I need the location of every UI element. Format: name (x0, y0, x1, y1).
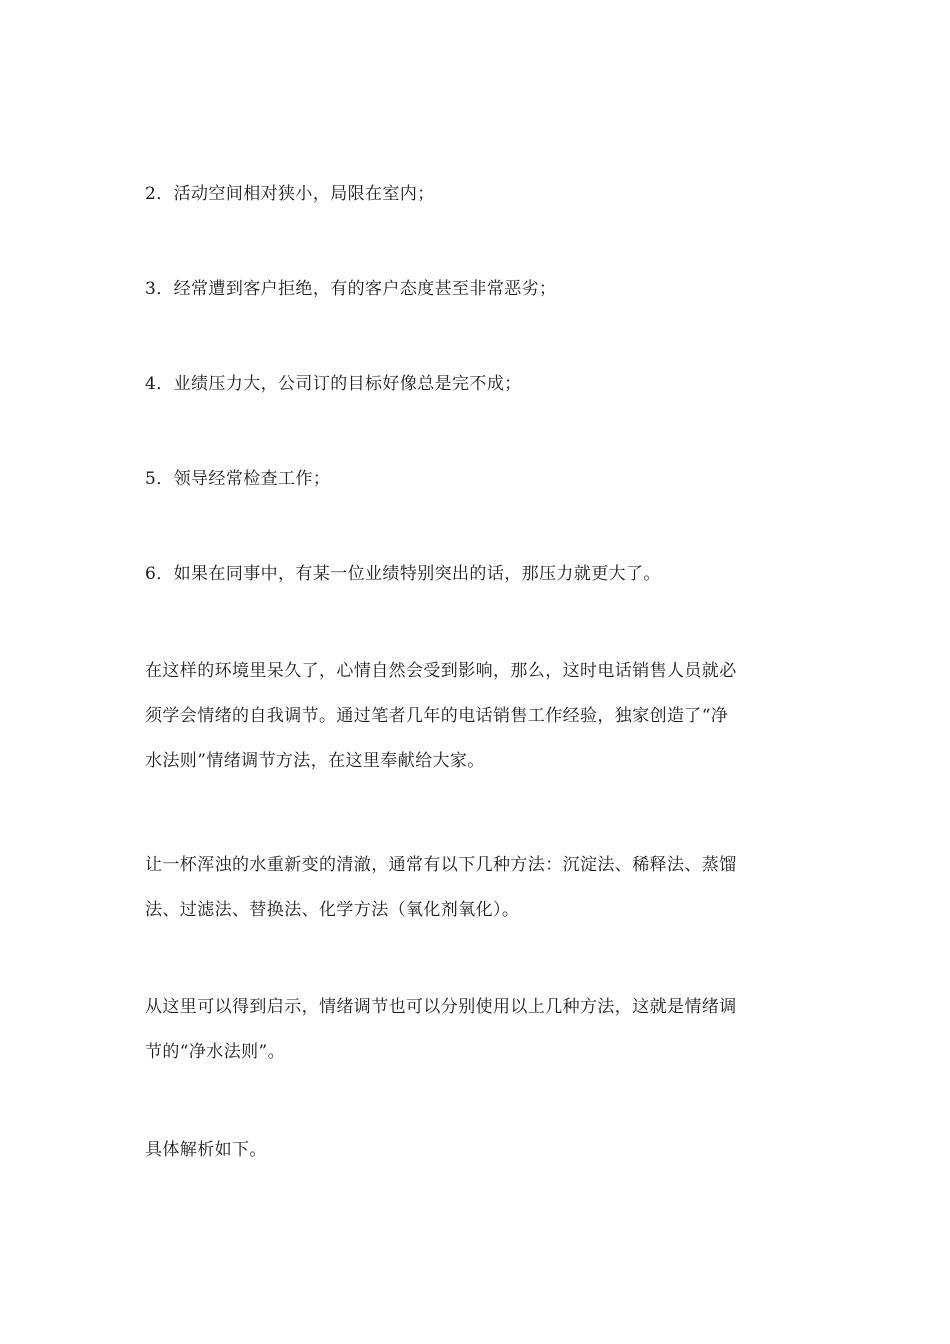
list-item-text: 5．领导经常检查工作； (145, 469, 331, 489)
paragraph-line: 水法则”情绪调节方法，在这里奉献给大家。 (145, 751, 485, 771)
list-item-6 (145, 552, 805, 597)
paragraph-line: 具体解析如下。 (145, 1140, 267, 1160)
list-item-text: 6．如果在同事中，有某一位业绩特别突出的话，那压力就更大了。 (145, 564, 661, 584)
list-item-text: 2．活动空间相对狭小，局限在室内； (145, 184, 435, 204)
paragraph-environment (145, 649, 805, 784)
list-item-text: 4．业绩压力大，公司订的目标好像总是完不成； (145, 374, 522, 394)
list-item-5 (145, 457, 805, 502)
paragraph-line: 节的“净水法则”。 (145, 1042, 285, 1062)
paragraph-line: 让一杯浑浊的水重新变的清澈，通常有以下几种方法：沉淀法、稀释法、蒸馏 (145, 855, 737, 875)
list-item-3 (145, 267, 805, 312)
paragraph-line: 从这里可以得到启示，情绪调节也可以分别使用以上几种方法，这就是情绪调 (145, 997, 737, 1017)
list-item-4 (145, 362, 805, 407)
list-item-2 (145, 172, 805, 217)
paragraph-inspiration (145, 985, 805, 1075)
paragraph-water-methods (145, 843, 805, 933)
paragraph-details-intro (145, 1128, 805, 1173)
list-item-text: 3．经常遭到客户拒绝，有的客户态度甚至非常恶劣； (145, 279, 557, 299)
paragraph-line: 法、过滤法、替换法、化学方法（氧化剂氧化）。 (145, 900, 520, 920)
paragraph-line: 在这样的环境里呆久了，心情自然会受到影响，那么，这时电话销售人员就必 (145, 661, 737, 681)
paragraph-line: 须学会情绪的自我调节。通过笔者几年的电话销售工作经验，独家创造了“净 (145, 706, 729, 726)
